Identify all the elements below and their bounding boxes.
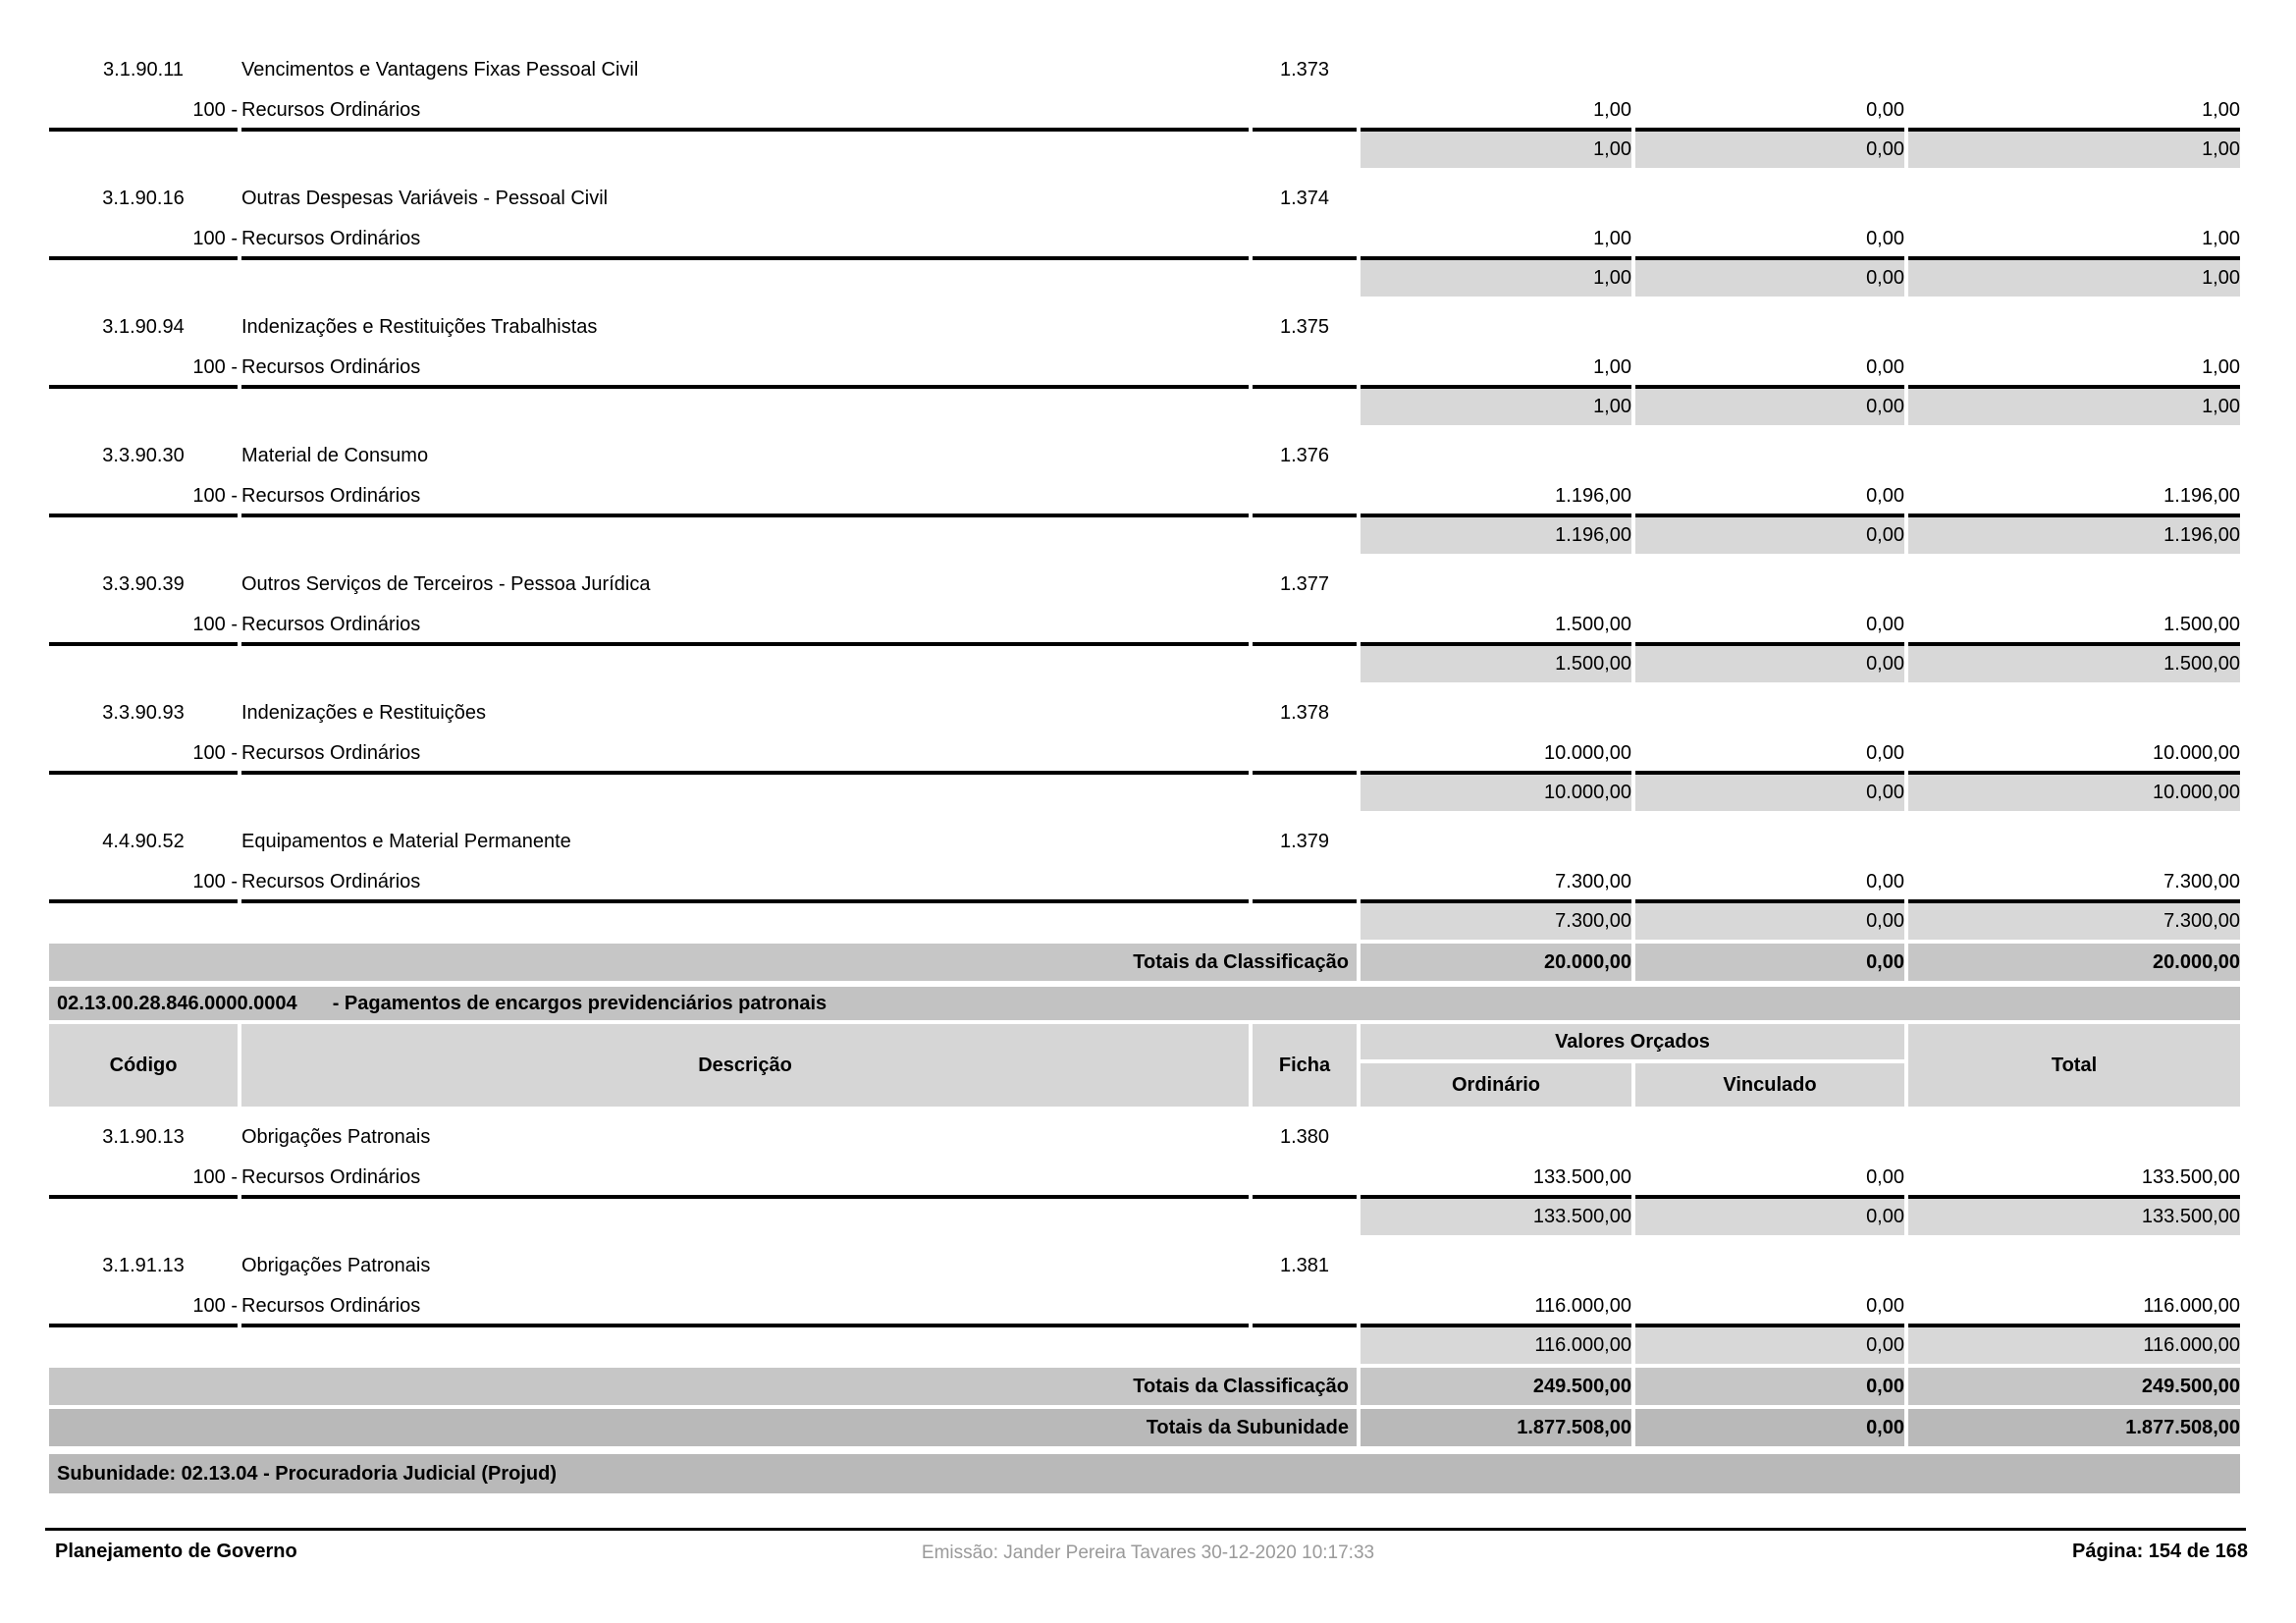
spacer-cell bbox=[49, 1107, 2240, 1114]
footer-emission-info: Emissão: Jander Pereira Tavares 30-12-2020 10:17:33 bbox=[921, 1542, 1375, 1563]
totals-total: 20.000,00 bbox=[1908, 944, 2240, 981]
expense-code-row bbox=[49, 176, 2240, 221]
total-value: 7.300,00 bbox=[1908, 864, 2240, 903]
subtotal-desc-empty bbox=[241, 132, 1249, 168]
spacer-row bbox=[49, 297, 2240, 304]
spacer-cell bbox=[49, 39, 2240, 47]
resource-name: Recursos Ordinários bbox=[241, 1288, 1249, 1327]
ordinario-cell-empty bbox=[1361, 562, 1631, 607]
ordinario-value: 1.500,00 bbox=[1361, 607, 1631, 646]
expense-code: 3.3.90.39 bbox=[102, 572, 185, 595]
subtotal-vinculado: 0,00 bbox=[1635, 646, 1904, 682]
resource-code: 100 - bbox=[49, 92, 238, 132]
expense-code-row bbox=[49, 1114, 2240, 1160]
spacer-cell bbox=[49, 682, 2240, 690]
subtotal-code-empty bbox=[49, 1327, 238, 1364]
footer-divider bbox=[45, 1528, 2246, 1531]
subtotal-ficha-empty bbox=[1253, 646, 1357, 682]
vinculado-value: 0,00 bbox=[1635, 478, 1904, 517]
resource-row bbox=[49, 92, 2240, 132]
subtotal-ordinario: 1.500,00 bbox=[1361, 646, 1631, 682]
vinculado-value: 0,00 bbox=[1635, 1160, 1904, 1199]
classification-band-cell bbox=[49, 987, 2240, 1020]
subtotal-vinculado: 0,00 bbox=[1635, 389, 1904, 425]
subtotal-ficha-empty bbox=[1253, 389, 1357, 425]
total-cell-empty bbox=[1908, 1243, 2240, 1288]
vinculado-cell-empty bbox=[1635, 433, 1904, 478]
header-total: Total bbox=[1908, 1024, 2240, 1107]
header-valores-orcados: Valores Orçados bbox=[1361, 1024, 1904, 1063]
expense-description: Indenizações e Restituições Trabalhistas bbox=[241, 315, 598, 338]
vinculado-cell-empty bbox=[1635, 1114, 1904, 1160]
resource-name: Recursos Ordinários bbox=[241, 864, 1249, 903]
resource-code: 100 - bbox=[49, 864, 238, 903]
subtotal-ordinario: 10.000,00 bbox=[1361, 775, 1631, 811]
subtotal-ficha-empty bbox=[1253, 775, 1357, 811]
totals-ordinario: 20.000,00 bbox=[1361, 944, 1631, 981]
subtotal-total: 1,00 bbox=[1908, 132, 2240, 168]
subtotal-total: 1,00 bbox=[1908, 389, 2240, 425]
subtotal-total: 10.000,00 bbox=[1908, 775, 2240, 811]
subtotal-ordinario: 7.300,00 bbox=[1361, 903, 1631, 940]
spacer-row bbox=[49, 682, 2240, 690]
spacer-row bbox=[49, 1446, 2240, 1454]
subtotal-desc-empty bbox=[241, 1199, 1249, 1235]
resource-code: 100 - bbox=[49, 221, 238, 260]
expense-description: Material de Consumo bbox=[241, 444, 429, 466]
subtotal-total: 133.500,00 bbox=[1908, 1199, 2240, 1235]
resource-name: Recursos Ordinários bbox=[241, 221, 1249, 260]
subtotal-total: 1.500,00 bbox=[1908, 646, 2240, 682]
ordinario-value: 10.000,00 bbox=[1361, 735, 1631, 775]
ordinario-cell-empty bbox=[1361, 304, 1631, 350]
resource-name: Recursos Ordinários bbox=[241, 92, 1249, 132]
subtotal-ordinario: 1,00 bbox=[1361, 260, 1631, 297]
subtotal-desc-empty bbox=[241, 517, 1249, 554]
subtotal-code-empty bbox=[49, 1199, 238, 1235]
totals-label: Totais da Classificação bbox=[49, 944, 1357, 981]
expense-code: 3.1.90.13 bbox=[102, 1125, 185, 1148]
resource-subtotal-row bbox=[49, 646, 2240, 682]
ficha-cell-empty bbox=[1253, 864, 1357, 903]
subtotal-ordinario: 116.000,00 bbox=[1361, 1327, 1631, 1364]
subtotal-code-empty bbox=[49, 260, 238, 297]
vinculado-value: 0,00 bbox=[1635, 1288, 1904, 1327]
expense-code: 3.1.90.94 bbox=[102, 315, 185, 338]
subtotal-ficha-empty bbox=[1253, 1199, 1357, 1235]
ficha-cell-empty bbox=[1253, 92, 1357, 132]
ordinario-value: 1,00 bbox=[1361, 221, 1631, 260]
expense-description: Obrigações Patronais bbox=[241, 1125, 431, 1148]
expense-description: Vencimentos e Vantagens Fixas Pessoal Civil bbox=[241, 58, 639, 81]
resource-subtotal-row bbox=[49, 1327, 2240, 1364]
total-value: 1,00 bbox=[1908, 350, 2240, 389]
ordinario-cell-empty bbox=[1361, 176, 1631, 221]
budget-table bbox=[45, 39, 2244, 1493]
expense-code-row bbox=[49, 1243, 2240, 1288]
subtotal-vinculado: 0,00 bbox=[1635, 903, 1904, 940]
vinculado-cell-empty bbox=[1635, 176, 1904, 221]
totals-vinculado: 0,00 bbox=[1635, 1409, 1904, 1446]
spacer-cell bbox=[49, 1446, 2240, 1454]
resource-name: Recursos Ordinários bbox=[241, 478, 1249, 517]
resource-row bbox=[49, 1160, 2240, 1199]
footer-app-name: Planejamento de Governo bbox=[55, 1541, 297, 1562]
expense-code: 3.3.90.93 bbox=[102, 701, 185, 724]
spacer-cell bbox=[49, 297, 2240, 304]
ordinario-value: 1,00 bbox=[1361, 350, 1631, 389]
spacer-row bbox=[49, 1107, 2240, 1114]
subtotal-desc-empty bbox=[241, 1327, 1249, 1364]
total-value: 1,00 bbox=[1908, 221, 2240, 260]
total-value: 1,00 bbox=[1908, 92, 2240, 132]
expense-code: 3.3.90.30 bbox=[102, 444, 185, 466]
subtotal-ficha-empty bbox=[1253, 132, 1357, 168]
subtotal-desc-empty bbox=[241, 389, 1249, 425]
resource-name: Recursos Ordinários bbox=[241, 350, 1249, 389]
resource-subtotal-row bbox=[49, 1199, 2240, 1235]
subunidade-band bbox=[49, 1454, 2240, 1493]
totals-total: 1.877.508,00 bbox=[1908, 1409, 2240, 1446]
subtotal-vinculado: 0,00 bbox=[1635, 517, 1904, 554]
total-value: 1.196,00 bbox=[1908, 478, 2240, 517]
vinculado-value: 0,00 bbox=[1635, 864, 1904, 903]
ficha-number: 1.380 bbox=[1279, 1125, 1330, 1148]
ficha-number: 1.376 bbox=[1279, 444, 1330, 466]
subtotal-total: 1.196,00 bbox=[1908, 517, 2240, 554]
subtotal-code-empty bbox=[49, 775, 238, 811]
spacer-row bbox=[49, 168, 2240, 176]
ficha-cell-empty bbox=[1253, 735, 1357, 775]
totals-label: Totais da Classificação bbox=[49, 1368, 1357, 1405]
total-cell-empty bbox=[1908, 1114, 2240, 1160]
ordinario-value: 7.300,00 bbox=[1361, 864, 1631, 903]
subtotal-code-empty bbox=[49, 389, 238, 425]
header-ficha: Ficha bbox=[1253, 1024, 1357, 1107]
ordinario-value: 133.500,00 bbox=[1361, 1160, 1631, 1199]
expense-code-row bbox=[49, 819, 2240, 864]
subtotal-vinculado: 0,00 bbox=[1635, 132, 1904, 168]
expense-code-row bbox=[49, 304, 2240, 350]
ordinario-cell-empty bbox=[1361, 433, 1631, 478]
subtotal-vinculado: 0,00 bbox=[1635, 775, 1904, 811]
subtotal-total: 116.000,00 bbox=[1908, 1327, 2240, 1364]
resource-row bbox=[49, 607, 2240, 646]
resource-name: Recursos Ordinários bbox=[241, 607, 1249, 646]
totals-ordinario: 1.877.508,00 bbox=[1361, 1409, 1631, 1446]
subtotal-ficha-empty bbox=[1253, 260, 1357, 297]
subtotal-code-empty bbox=[49, 646, 238, 682]
subunidade-band-cell: Subunidade: 02.13.04 - Procuradoria Judicial (Projud) bbox=[49, 1454, 2240, 1493]
footer-page-number: Página: 154 de 168 bbox=[2072, 1541, 2248, 1562]
resource-row bbox=[49, 350, 2240, 389]
vinculado-value: 0,00 bbox=[1635, 221, 1904, 260]
classification-band bbox=[49, 987, 2240, 1020]
totals-vinculado: 0,00 bbox=[1635, 1368, 1904, 1405]
ficha-cell-empty bbox=[1253, 607, 1357, 646]
ordinario-value: 116.000,00 bbox=[1361, 1288, 1631, 1327]
ordinario-cell-empty bbox=[1361, 47, 1631, 92]
resource-name: Recursos Ordinários bbox=[241, 1160, 1249, 1199]
subtotal-code-empty bbox=[49, 903, 238, 940]
resource-code: 100 - bbox=[49, 1288, 238, 1327]
subtotal-code-empty bbox=[49, 132, 238, 168]
resource-subtotal-row bbox=[49, 775, 2240, 811]
resource-row bbox=[49, 864, 2240, 903]
header-codigo: Código bbox=[49, 1024, 238, 1107]
total-cell-empty bbox=[1908, 47, 2240, 92]
spacer-row bbox=[49, 425, 2240, 433]
resource-subtotal-row bbox=[49, 517, 2240, 554]
ficha-number: 1.377 bbox=[1279, 572, 1330, 595]
resource-subtotal-row bbox=[49, 389, 2240, 425]
vinculado-cell-empty bbox=[1635, 304, 1904, 350]
subtotal-vinculado: 0,00 bbox=[1635, 1327, 1904, 1364]
table-header-row-1 bbox=[49, 1024, 2240, 1063]
header-ordinario: Ordinário bbox=[1361, 1063, 1631, 1107]
resource-code: 100 - bbox=[49, 735, 238, 775]
totals-ordinario: 249.500,00 bbox=[1361, 1368, 1631, 1405]
vinculado-value: 0,00 bbox=[1635, 92, 1904, 132]
resource-code: 100 - bbox=[49, 350, 238, 389]
totals-row-subunidade bbox=[49, 1409, 2240, 1446]
spacer-row bbox=[49, 811, 2240, 819]
vinculado-cell-empty bbox=[1635, 819, 1904, 864]
resource-subtotal-row bbox=[49, 132, 2240, 168]
totals-row-classificacao bbox=[49, 1368, 2240, 1405]
resource-code: 100 - bbox=[49, 607, 238, 646]
resource-row bbox=[49, 1288, 2240, 1327]
total-value: 10.000,00 bbox=[1908, 735, 2240, 775]
totals-vinculado: 0,00 bbox=[1635, 944, 1904, 981]
ordinario-cell-empty bbox=[1361, 690, 1631, 735]
vinculado-cell-empty bbox=[1635, 562, 1904, 607]
ordinario-value: 1.196,00 bbox=[1361, 478, 1631, 517]
spacer-cell bbox=[49, 425, 2240, 433]
expense-description: Indenizações e Restituições bbox=[241, 701, 487, 724]
vinculado-value: 0,00 bbox=[1635, 350, 1904, 389]
total-cell-empty bbox=[1908, 819, 2240, 864]
ficha-number: 1.375 bbox=[1279, 315, 1330, 338]
subtotal-ordinario: 1,00 bbox=[1361, 132, 1631, 168]
subtotal-vinculado: 0,00 bbox=[1635, 260, 1904, 297]
expense-code-row bbox=[49, 47, 2240, 92]
spacer-row bbox=[49, 554, 2240, 562]
total-cell-empty bbox=[1908, 562, 2240, 607]
vinculado-cell-empty bbox=[1635, 690, 1904, 735]
spacer-cell bbox=[49, 811, 2240, 819]
ordinario-cell-empty bbox=[1361, 819, 1631, 864]
ficha-number: 1.373 bbox=[1279, 58, 1330, 81]
ficha-number: 1.379 bbox=[1279, 830, 1330, 852]
subtotal-ordinario: 1.196,00 bbox=[1361, 517, 1631, 554]
total-value: 1.500,00 bbox=[1908, 607, 2240, 646]
ordinario-cell-empty bbox=[1361, 1114, 1631, 1160]
vinculado-value: 0,00 bbox=[1635, 607, 1904, 646]
classification-title: - Pagamentos de encargos previdenciários patronais bbox=[332, 992, 828, 1014]
subtotal-total: 1,00 bbox=[1908, 260, 2240, 297]
spacer-row bbox=[49, 39, 2240, 47]
expense-code: 4.4.90.52 bbox=[102, 830, 185, 852]
ordinario-cell-empty bbox=[1361, 1243, 1631, 1288]
ficha-cell-empty bbox=[1253, 221, 1357, 260]
expense-description: Outros Serviços de Terceiros - Pessoa Jurídica bbox=[241, 572, 651, 595]
resource-row bbox=[49, 478, 2240, 517]
total-cell-empty bbox=[1908, 304, 2240, 350]
totals-total: 249.500,00 bbox=[1908, 1368, 2240, 1405]
expense-description: Outras Despesas Variáveis - Pessoal Civil bbox=[241, 187, 609, 209]
ficha-cell-empty bbox=[1253, 478, 1357, 517]
subtotal-ordinario: 133.500,00 bbox=[1361, 1199, 1631, 1235]
subtotal-ficha-empty bbox=[1253, 1327, 1357, 1364]
ficha-cell-empty bbox=[1253, 1160, 1357, 1199]
resource-row bbox=[49, 735, 2240, 775]
expense-code: 3.1.90.16 bbox=[102, 187, 185, 209]
total-value: 116.000,00 bbox=[1908, 1288, 2240, 1327]
totals-row-classificacao bbox=[49, 944, 2240, 981]
resource-subtotal-row bbox=[49, 260, 2240, 297]
total-cell-empty bbox=[1908, 690, 2240, 735]
resource-code: 100 - bbox=[49, 1160, 238, 1199]
subtotal-code-empty bbox=[49, 517, 238, 554]
ordinario-value: 1,00 bbox=[1361, 92, 1631, 132]
total-cell-empty bbox=[1908, 433, 2240, 478]
expense-code-row bbox=[49, 562, 2240, 607]
vinculado-value: 0,00 bbox=[1635, 735, 1904, 775]
ficha-number: 1.374 bbox=[1279, 187, 1330, 209]
expense-code: 3.1.90.11 bbox=[103, 58, 184, 81]
ficha-number: 1.381 bbox=[1279, 1254, 1330, 1276]
subtotal-desc-empty bbox=[241, 775, 1249, 811]
header-descricao: Descrição bbox=[241, 1024, 1249, 1107]
ficha-cell-empty bbox=[1253, 1288, 1357, 1327]
resource-row bbox=[49, 221, 2240, 260]
expense-code-row bbox=[49, 433, 2240, 478]
subtotal-vinculado: 0,00 bbox=[1635, 1199, 1904, 1235]
subtotal-desc-empty bbox=[241, 260, 1249, 297]
totals-label: Totais da Subunidade bbox=[49, 1409, 1357, 1446]
subtotal-desc-empty bbox=[241, 903, 1249, 940]
spacer-cell bbox=[49, 1235, 2240, 1243]
expense-code-row bbox=[49, 690, 2240, 735]
ficha-cell-empty bbox=[1253, 350, 1357, 389]
total-value: 133.500,00 bbox=[1908, 1160, 2240, 1199]
spacer-cell bbox=[49, 554, 2240, 562]
subtotal-total: 7.300,00 bbox=[1908, 903, 2240, 940]
subtotal-ordinario: 1,00 bbox=[1361, 389, 1631, 425]
total-cell-empty bbox=[1908, 176, 2240, 221]
expense-code: 3.1.91.13 bbox=[102, 1254, 185, 1276]
subtotal-ficha-empty bbox=[1253, 903, 1357, 940]
spacer-row bbox=[49, 1235, 2240, 1243]
expense-description: Obrigações Patronais bbox=[241, 1254, 431, 1276]
ficha-number: 1.378 bbox=[1279, 701, 1330, 724]
vinculado-cell-empty bbox=[1635, 47, 1904, 92]
classification-code: 02.13.00.28.846.0000.0004 bbox=[57, 992, 297, 1014]
subtotal-desc-empty bbox=[241, 646, 1249, 682]
spacer-cell bbox=[49, 168, 2240, 176]
resource-subtotal-row bbox=[49, 903, 2240, 940]
vinculado-cell-empty bbox=[1635, 1243, 1904, 1288]
expense-description: Equipamentos e Material Permanente bbox=[241, 830, 571, 852]
subtotal-ficha-empty bbox=[1253, 517, 1357, 554]
resource-code: 100 - bbox=[49, 478, 238, 517]
resource-name: Recursos Ordinários bbox=[241, 735, 1249, 775]
header-vinculado: Vinculado bbox=[1635, 1063, 1904, 1107]
